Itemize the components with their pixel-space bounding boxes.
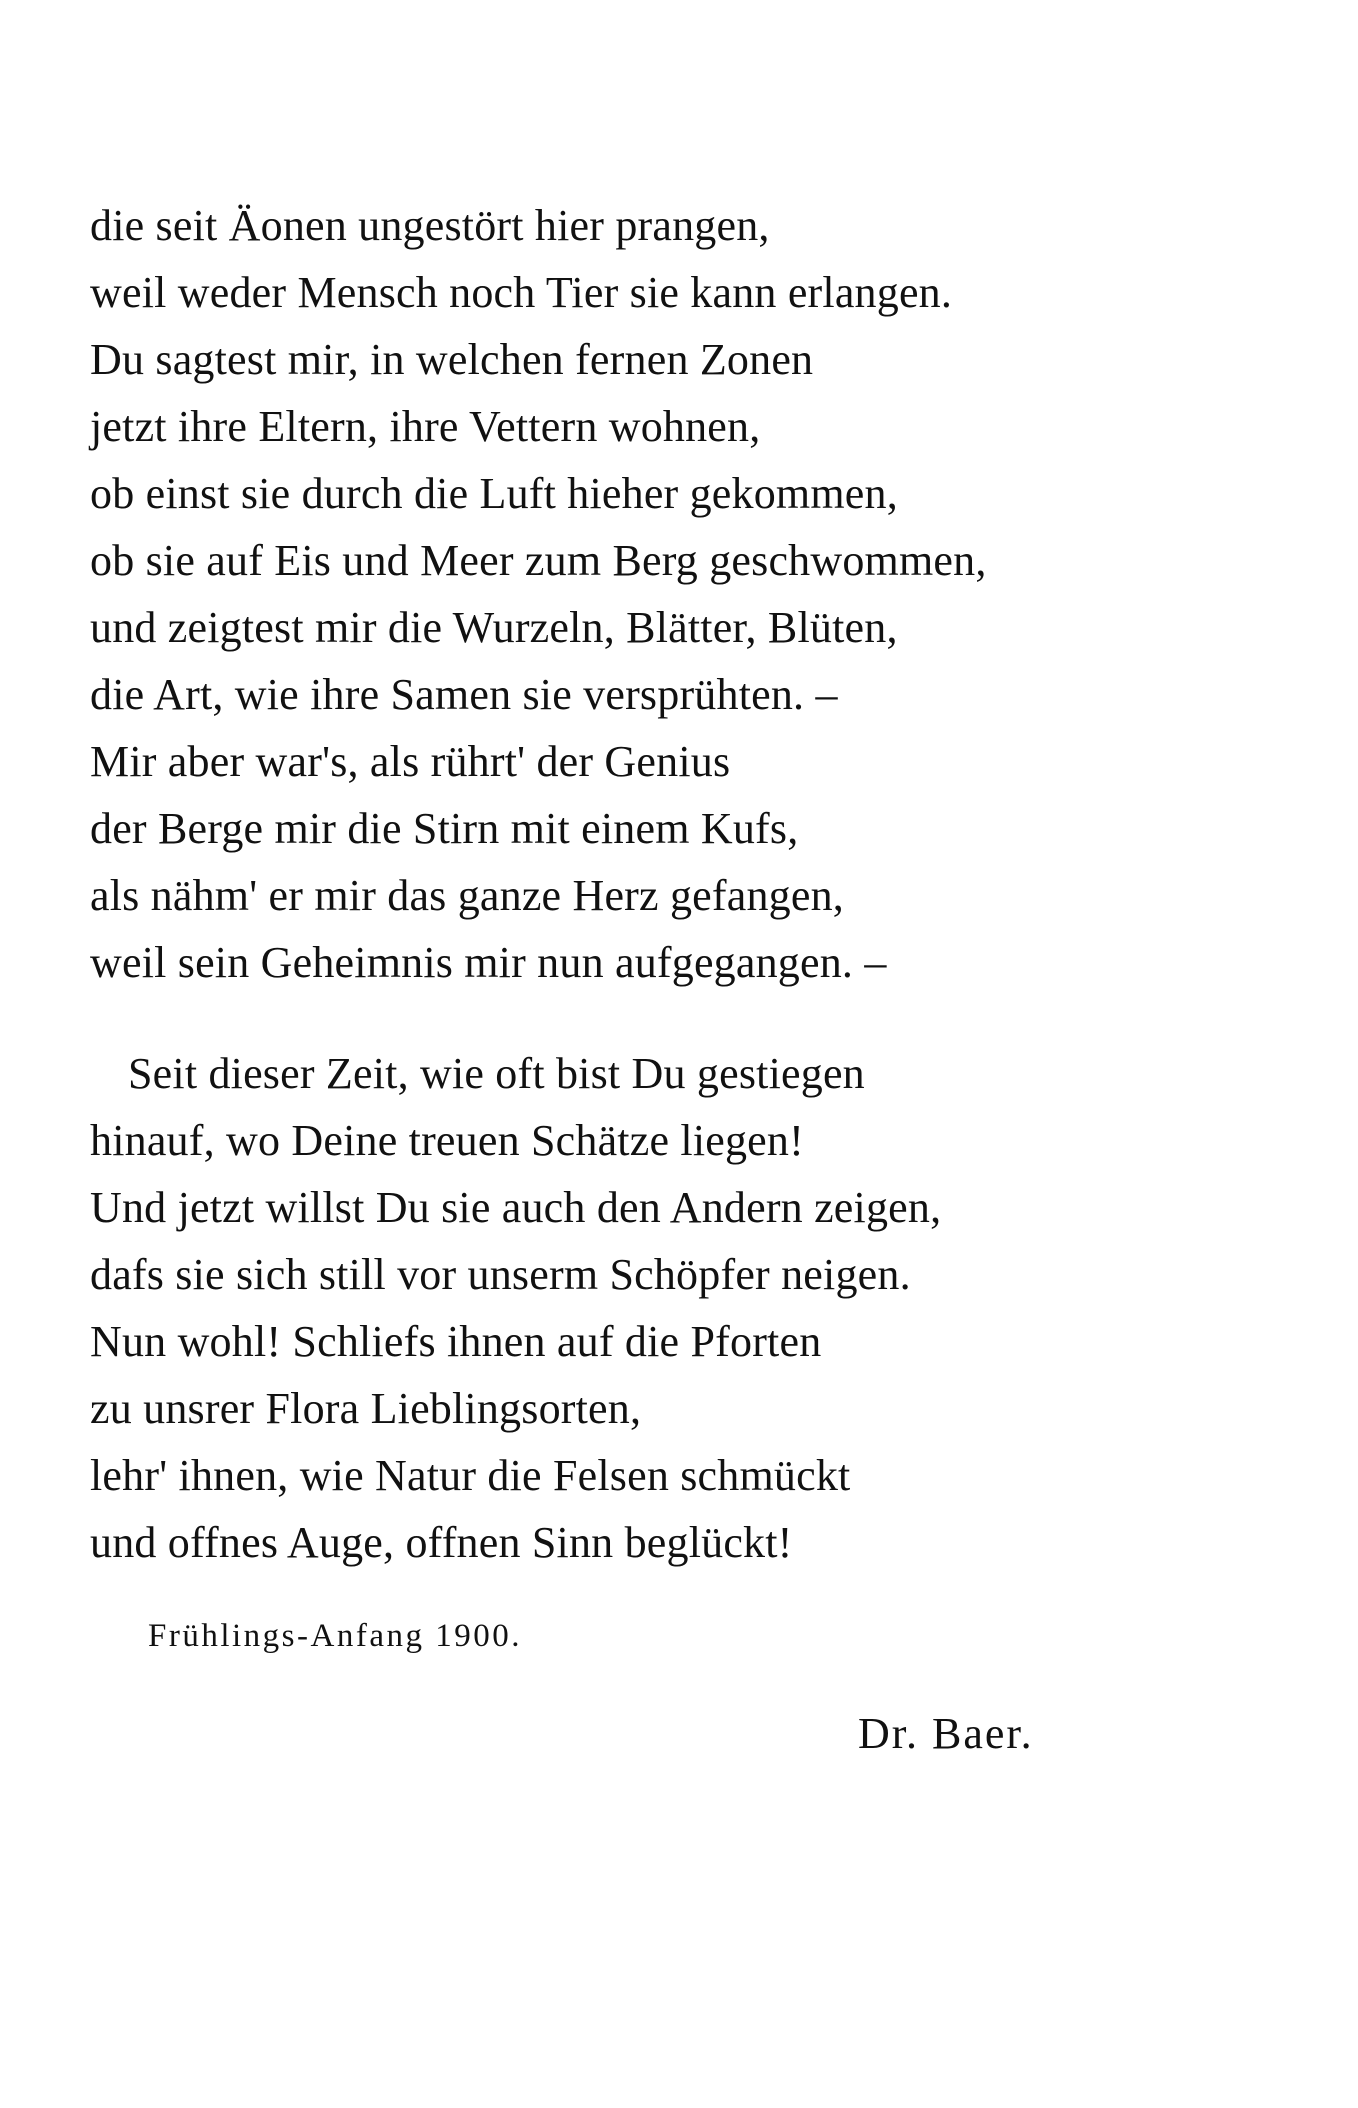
poem-line: weil sein Geheimnis mir nun aufgegangen. – (90, 938, 887, 987)
poem-stanza-2 (90, 1040, 1190, 1576)
poem-stanza-1 (90, 192, 1190, 996)
poem-line: Und jetzt willst Du sie auch den Andern zeigen, (90, 1183, 942, 1232)
poem-line: zu unsrer Flora Lieblingsorten, (90, 1384, 642, 1433)
poem-line: lehr' ihnen, wie Natur die Felsen schmückt (90, 1451, 851, 1500)
poem-line: Nun wohl! Schliefs ihnen auf die Pforten (90, 1317, 822, 1366)
poem-line: Mir aber war's, als rührt' der Genius (90, 737, 731, 786)
poem-line: hinauf, wo Deine treuen Schätze liegen! (90, 1116, 804, 1165)
poem-line: Seit dieser Zeit, wie oft bist Du gestiegen (128, 1049, 865, 1098)
poem-line: weil weder Mensch noch Tier sie kann erlangen. (90, 268, 953, 317)
poem-line: ob einst sie durch die Luft hieher gekommen, (90, 469, 898, 518)
signature: Dr. Baer. (858, 1709, 1034, 1758)
poem-line: die seit Äonen ungestört hier prangen, (90, 201, 770, 250)
poem-line: Du sagtest mir, in welchen fernen Zonen (90, 335, 814, 384)
poem-line: die Art, wie ihre Samen sie versprühten. – (90, 670, 838, 719)
poem-line: ob sie auf Eis und Meer zum Berg geschwommen, (90, 536, 987, 585)
poem-line: und zeigtest mir die Wurzeln, Blätter, Blüten, (90, 603, 898, 652)
dateline: Frühlings-Anfang 1900. (148, 1618, 522, 1654)
poem-line: als nähm' er mir das ganze Herz gefangen, (90, 871, 845, 920)
poem-line: dafs sie sich still vor unserm Schöpfer neigen. (90, 1250, 911, 1299)
poem-line: und offnes Auge, offnen Sinn beglückt! (90, 1518, 793, 1567)
poem-line: der Berge mir die Stirn mit einem Kufs, (90, 804, 799, 853)
poem-line: jetzt ihre Eltern, ihre Vettern wohnen, (90, 402, 761, 451)
